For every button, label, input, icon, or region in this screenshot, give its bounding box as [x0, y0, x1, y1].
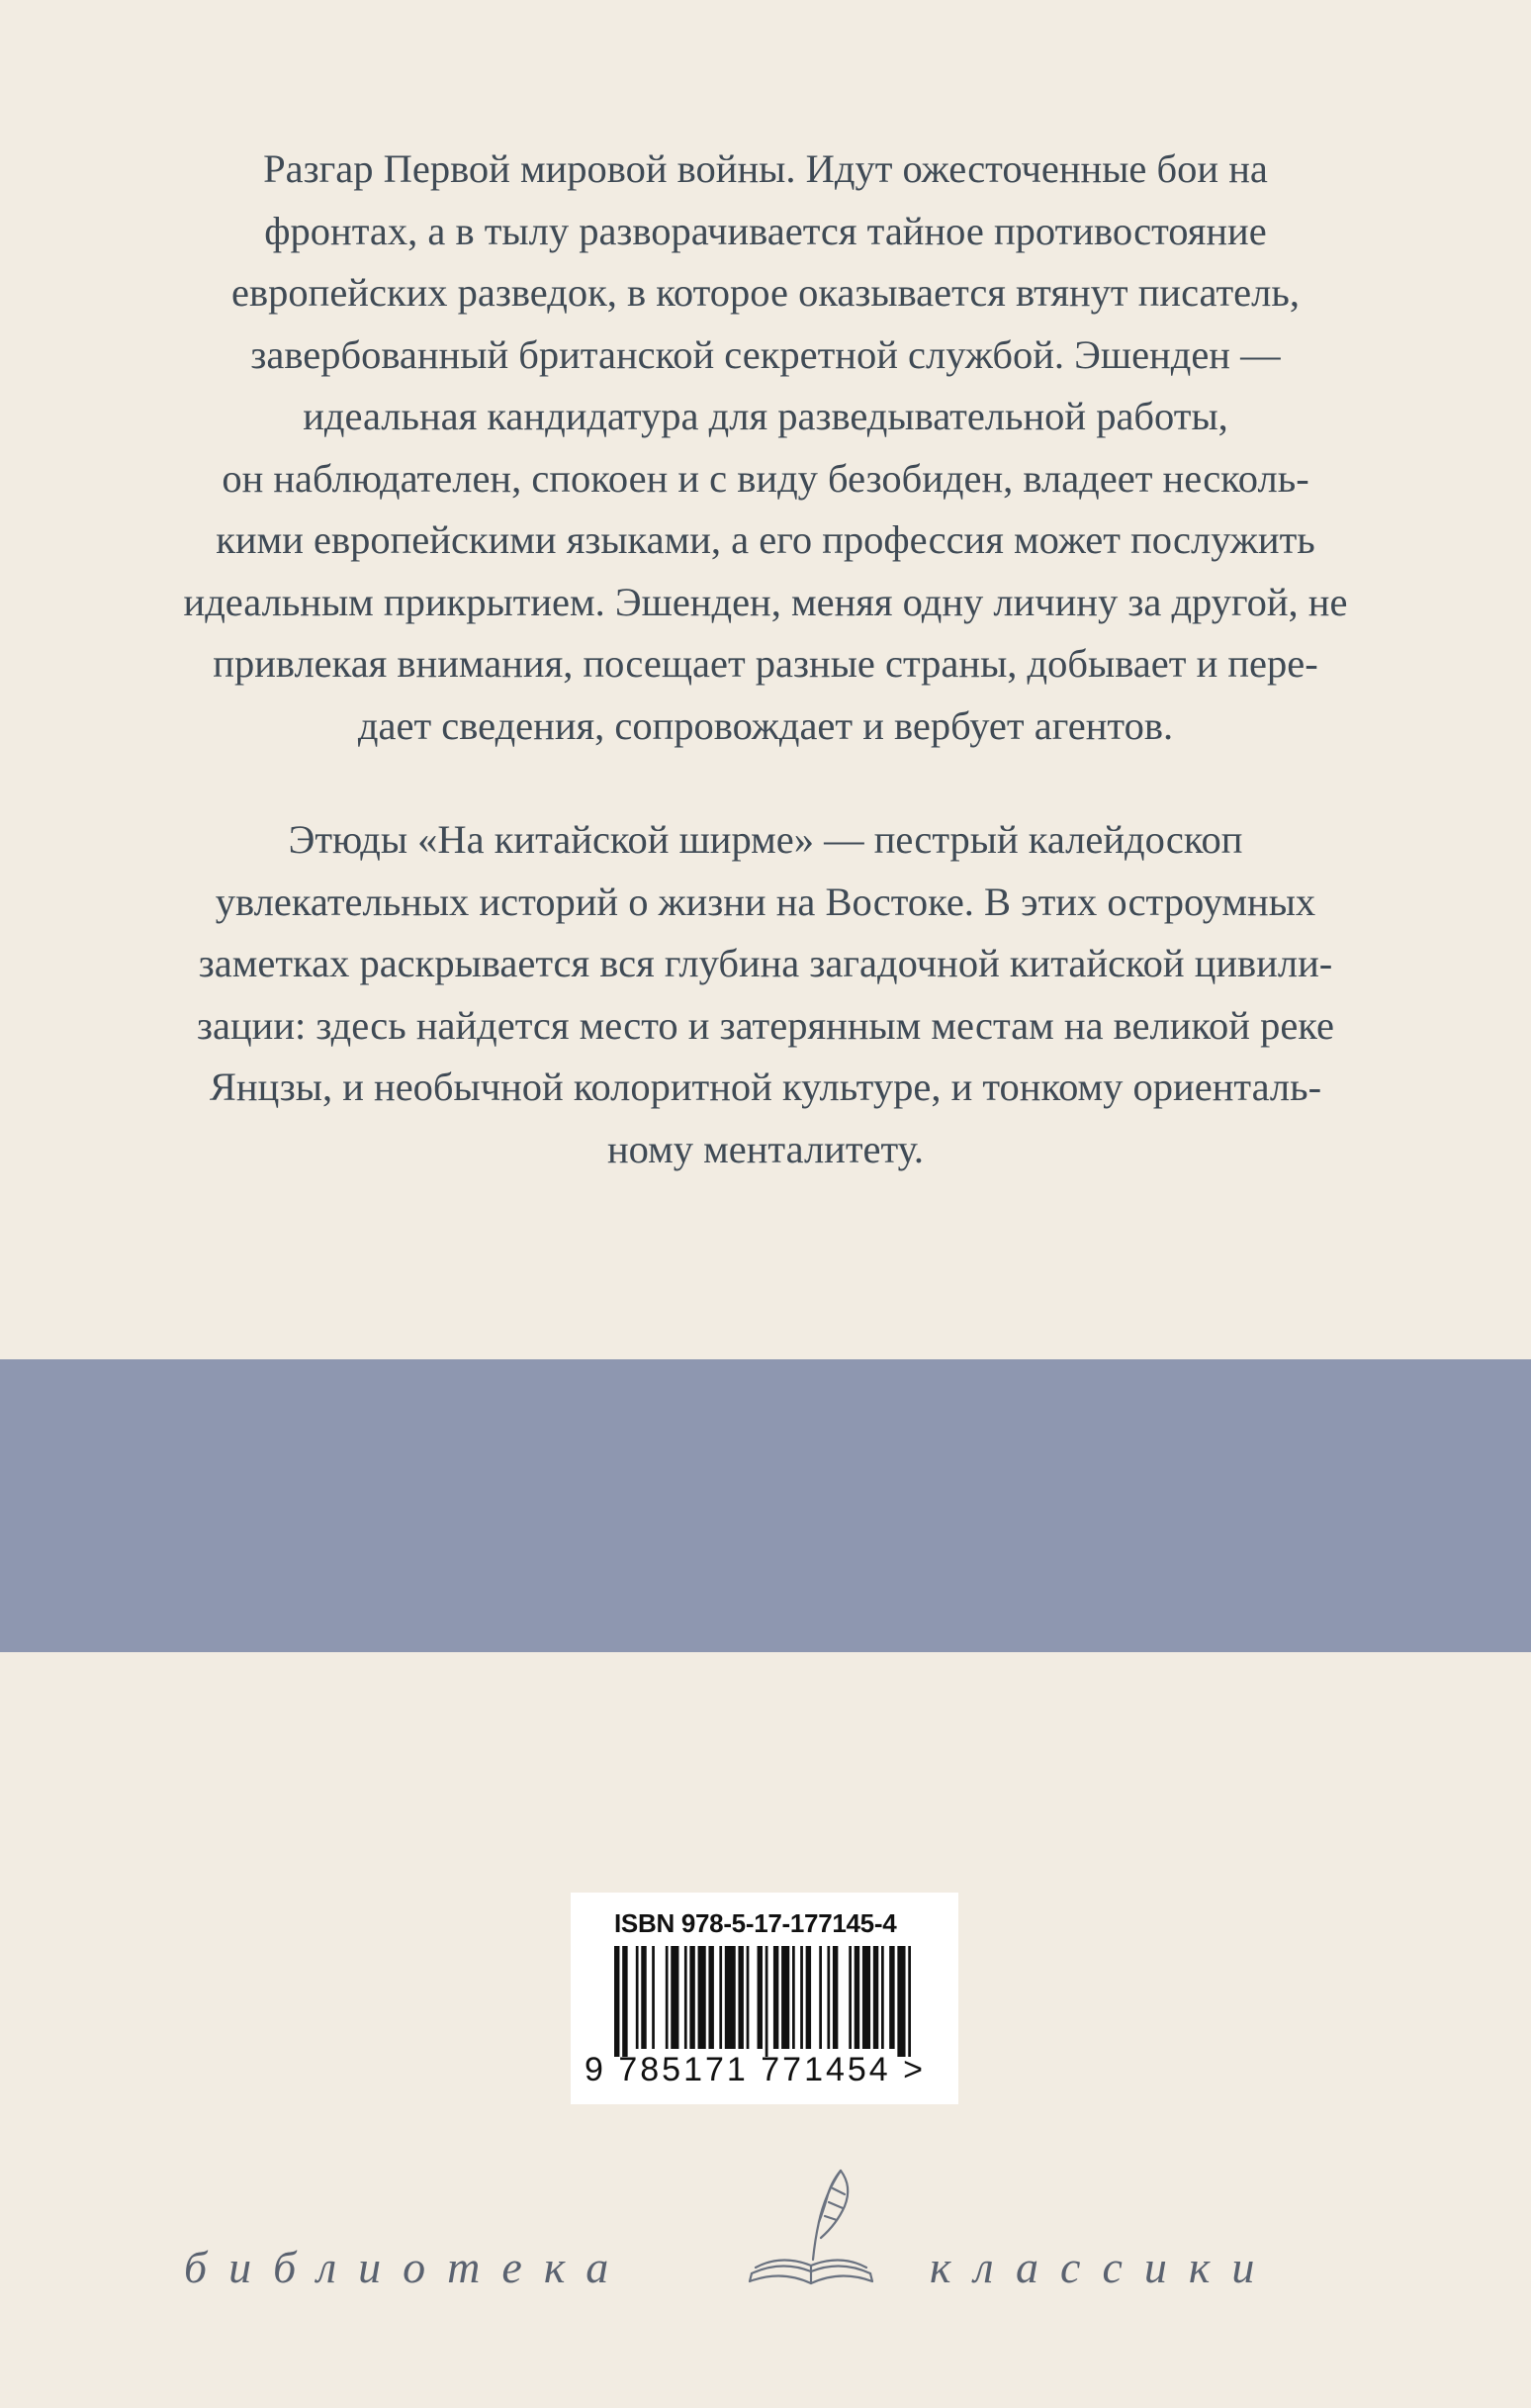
decorative-band — [0, 1359, 1531, 1652]
barcode-bar — [719, 1946, 722, 2049]
barcode-bars — [614, 1946, 911, 2057]
barcode-bar — [641, 1946, 646, 2049]
barcode-bar — [897, 1946, 905, 2057]
text-line: заметках раскрывается вся глубина загадочной китайской цивили- — [198, 941, 1333, 985]
barcode-bar — [725, 1946, 736, 2049]
barcode-bar — [889, 1946, 894, 2049]
barcode-bar — [671, 1946, 678, 2049]
text-line: Янцзы, и необычной колоритной культуре, и тонкому ориенталь- — [209, 1065, 1322, 1109]
barcode-bar — [855, 1946, 859, 2049]
text-line: европейских разведок, в которое оказывается втянут писатель, — [231, 270, 1300, 315]
barcode-bar — [827, 1946, 830, 2049]
barcode-bar — [684, 1946, 687, 2049]
text-line: зации: здесь найдется место и затерянным местам на великой реке — [197, 1002, 1334, 1048]
text-line: Этюды «На китайской ширме» — пестрый калейдоскоп — [288, 817, 1243, 862]
barcode-bar — [862, 1946, 870, 2049]
barcode-bar — [747, 1946, 750, 2049]
barcode-bar — [806, 1946, 811, 2049]
text-line: ному менталитету. — [606, 1126, 924, 1171]
barcode-bar — [758, 1946, 763, 2049]
series-title-right: классики — [930, 2242, 1277, 2292]
barcode-bar — [698, 1946, 706, 2049]
barcode-bar — [666, 1946, 669, 2049]
barcode-bar — [819, 1946, 822, 2049]
barcode-digits: 9 785171 771454 > — [585, 2051, 927, 2088]
barcode-bar — [689, 1946, 694, 2049]
barcode-bar — [766, 1946, 768, 2057]
barcode-bar — [622, 1946, 627, 2057]
text-line: увлекательных историй о жизни на Востоке. В этих остроумных — [215, 879, 1316, 924]
isbn-label: ISBN 978-5-17-177145-4 — [614, 1908, 897, 1938]
barcode-bar — [800, 1946, 803, 2049]
text-line: завербованный британской секретной службой. Эшенден — — [250, 331, 1281, 377]
barcode-bar — [881, 1946, 884, 2049]
barcode-bar — [614, 1946, 619, 2057]
barcode-box — [571, 1893, 958, 2104]
text-line: фронтах, а в тылу разворачивается тайное противостояние — [264, 208, 1267, 253]
text-line: Разгар Первой мировой войны. Идут ожесточенные бои на — [263, 146, 1268, 191]
book-and-quill-icon — [742, 2165, 880, 2293]
barcode-bar — [773, 1946, 778, 2049]
barcode-bar — [833, 1946, 838, 2049]
text-line: идеальным прикрытием. Эшенден, меняя одну личину за другой, не — [183, 579, 1348, 624]
barcode-bar — [652, 1946, 655, 2049]
barcode-bar — [708, 1946, 713, 2049]
barcode-bar — [636, 1946, 639, 2049]
text-line: он наблюдателен, спокоен и с виду безобиден, владеет несколь- — [222, 455, 1309, 501]
barcode-bar — [873, 1946, 878, 2049]
description-paragraph-2 — [49, 809, 1482, 1180]
barcode-bar — [781, 1946, 789, 2049]
barcode-bar — [908, 1946, 911, 2057]
barcode-bar — [792, 1946, 795, 2049]
text-line: кими европейскими языками, а его профессия может послужить — [216, 517, 1315, 562]
description-paragraph-1 — [49, 139, 1482, 757]
barcode-bar — [849, 1946, 852, 2049]
text-line: идеальная кандидатура для разведывательной работы, — [303, 394, 1228, 438]
text-line: привлекая внимания, посещает разные страны, добывает и пере- — [213, 641, 1318, 686]
text-line: дает сведения, сопровождает и вербует агентов. — [357, 702, 1174, 748]
barcode-bar — [738, 1946, 743, 2049]
series-title-left: библиотека — [184, 2242, 631, 2292]
